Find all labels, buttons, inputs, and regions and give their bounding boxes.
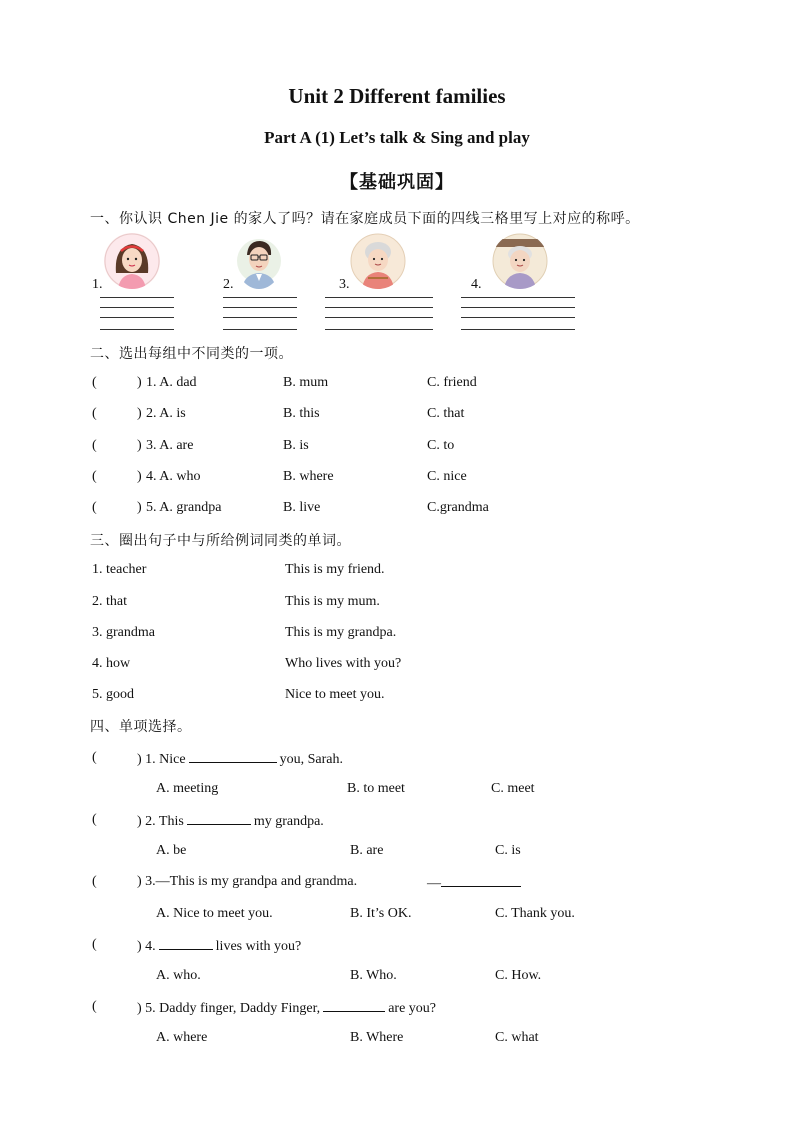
option-c: C. friend [427,375,477,390]
fill-blank[interactable] [323,999,385,1012]
answer-paren-close[interactable]: ) [137,375,142,390]
option-b[interactable]: B. are [350,843,384,858]
option-b: B. is [283,438,309,453]
option-a[interactable]: A. Nice to meet you. [156,906,273,921]
answer-paren-close[interactable]: ) [137,406,142,421]
example-word: 3. grandma [92,625,155,640]
option-c[interactable]: C. what [495,1030,539,1045]
question-text: 3.—This is my grandpa and grandma. [145,874,358,889]
fill-blank[interactable] [187,812,251,825]
option-a[interactable]: A. meeting [156,781,219,796]
example-word: 5. good [92,687,134,702]
fill-blank[interactable] [159,937,213,950]
option-c: C.grandma [427,500,489,515]
option-c: C. nice [427,469,467,484]
answer-paren-open: ( [92,375,97,390]
option-c[interactable]: C. is [495,843,521,858]
answer-paren-close[interactable]: ) [137,1001,142,1016]
option-b[interactable]: B. Where [350,1030,404,1045]
option-a: 3. A. are [146,438,194,453]
answer-paren-close[interactable]: ) [137,874,142,889]
answer-paren-close[interactable]: ) [137,500,142,515]
answer-paren-open: ( [92,500,97,515]
section2-heading: 二、选出每组中不同类的一项。 [90,346,293,362]
answer-paren-close[interactable]: ) [137,814,142,829]
question-text-end: my grandpa. [253,814,324,829]
option-b[interactable]: B. It’s OK. [350,906,412,921]
answer-paren-open: ( [92,937,97,952]
section-label: 【基础巩固】 [340,172,454,193]
question-stem [137,874,357,890]
example-word: 2. that [92,594,127,609]
image-number-3: 3. [339,277,350,292]
sentence[interactable]: Who lives with you? [285,656,402,671]
answer-paren-open: ( [92,750,97,765]
answer-paren-open: ( [92,406,97,421]
response-dash: — [427,876,441,891]
answer-paren-close[interactable]: ) [137,469,142,484]
option-b: B. live [283,500,321,515]
section3-heading: 三、圈出句子中与所给例词同类的单词。 [90,533,351,549]
option-b[interactable]: B. Who. [350,968,397,983]
answer-paren-close[interactable]: ) [137,438,142,453]
answer-paren-open: ( [92,874,97,889]
example-word: 1. teacher [92,562,147,577]
answer-paren-open: ( [92,469,97,484]
option-a: 4. A. who [146,469,201,484]
grandpa-avatar-icon [492,233,548,289]
option-c[interactable]: C. meet [491,781,535,796]
question-text: 5. Daddy finger, Daddy Finger, [145,1001,321,1016]
image-number-2: 2. [223,277,234,292]
question-stem [137,812,324,830]
image-number-4: 4. [471,277,482,292]
option-a: 1. A. dad [146,375,197,390]
section1-heading: 一、你认识 Chen Jie 的家人了吗？请在家庭成员下面的四线三格里写上对应的称呼。 [90,211,640,227]
image-number-1: 1. [92,277,103,292]
question-text: 2. This [145,814,184,829]
sentence[interactable]: This is my grandpa. [285,625,397,640]
sentence[interactable]: This is my mum. [285,594,380,609]
page-subtitle: Part A (1) Let’s talk & Sing and play [264,128,530,147]
question-text: 4. [145,939,156,954]
question-text-end: lives with you? [215,939,302,954]
grandma-avatar-icon [350,233,406,289]
option-c: C. to [427,438,455,453]
answer-paren-open: ( [92,999,97,1014]
fill-blank[interactable] [189,750,277,763]
option-b: B. this [283,406,320,421]
option-b: B. where [283,469,334,484]
answer-paren-open: ( [92,438,97,453]
option-a[interactable]: A. who. [156,968,201,983]
page-title: Unit 2 Different families [288,84,506,108]
option-b: B. mum [283,375,329,390]
question-text-end: are you? [388,1001,436,1016]
girl-avatar-icon [104,233,160,289]
example-word: 4. how [92,656,131,671]
question-text: 1. Nice [145,752,186,767]
option-a: 2. A. is [146,406,186,421]
response-line [427,874,524,892]
answer-paren-close[interactable]: ) [137,939,142,954]
option-c[interactable]: C. How. [495,968,542,983]
question-stem [137,999,436,1017]
question-stem [137,750,343,768]
section4-heading: 四、单项选择。 [90,719,192,735]
answer-paren-open: ( [92,812,97,827]
option-a[interactable]: A. where [156,1030,208,1045]
option-b[interactable]: B. to meet [347,781,405,796]
question-text-end: you, Sarah. [279,752,343,767]
sentence[interactable]: Nice to meet you. [285,687,385,702]
option-a: 5. A. grandpa [146,500,222,515]
father-avatar-icon [236,233,282,289]
question-stem [137,937,301,955]
fill-blank[interactable] [441,874,521,887]
answer-paren-close[interactable]: ) [137,752,142,767]
option-a[interactable]: A. be [156,843,187,858]
option-c[interactable]: C. Thank you. [495,906,575,921]
sentence[interactable]: This is my friend. [285,562,385,577]
option-c: C. that [427,406,465,421]
